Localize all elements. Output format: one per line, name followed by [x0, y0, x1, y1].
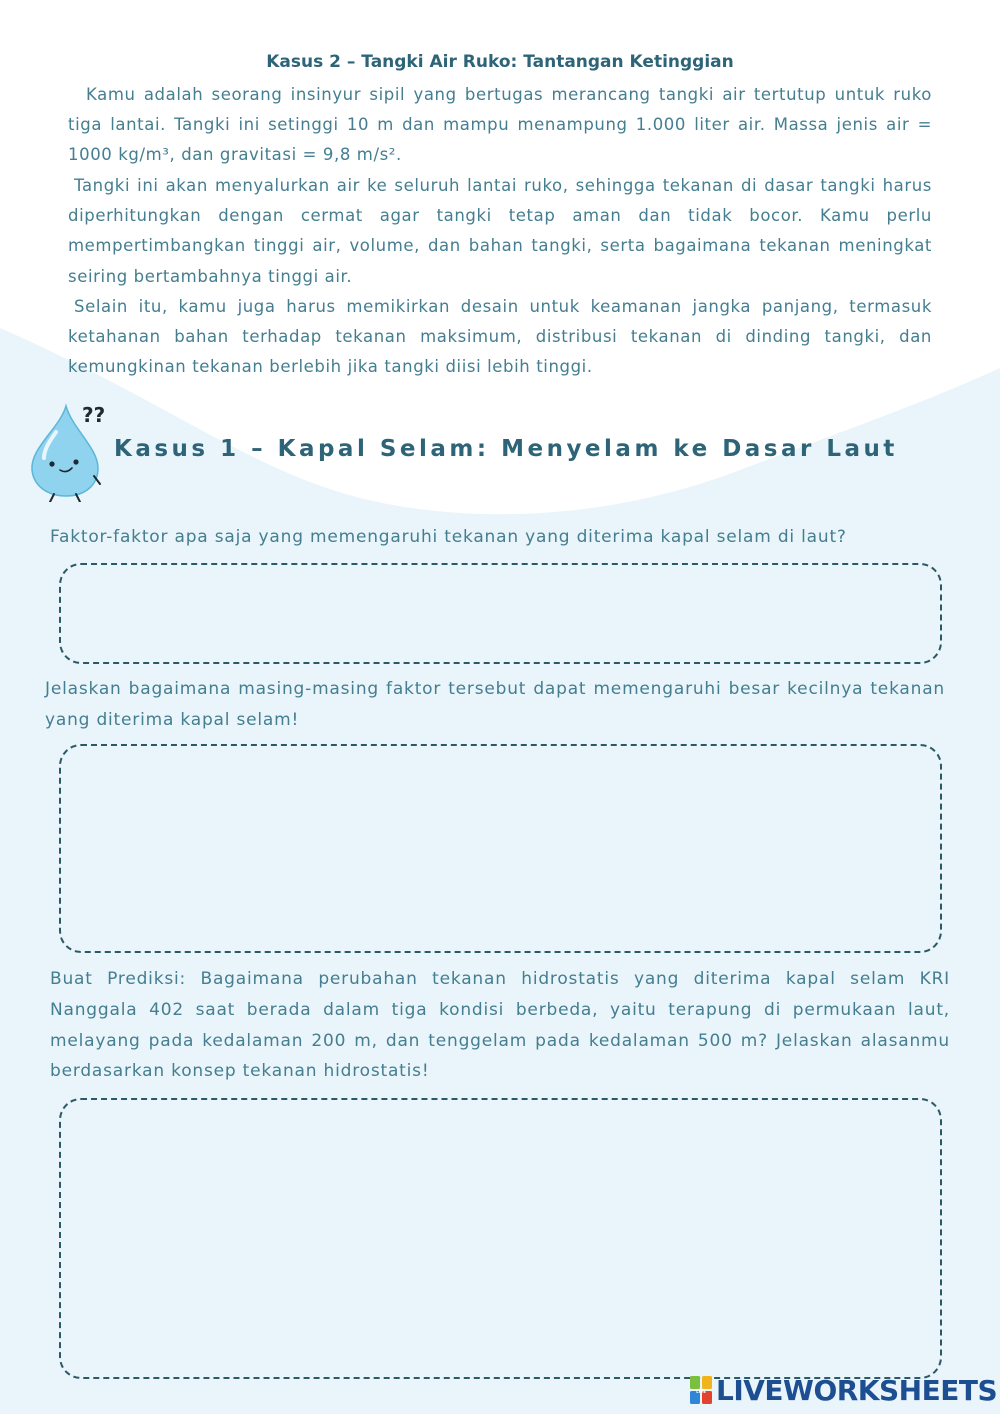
question-3: Buat Prediksi: Bagaimana perubahan tekanan hidrostatis yang diterima kapal selam KRI Nanggala 402 saat berada dalam tiga kondisi berbeda, yaitu terapung di permukaan laut, melayang pada kedalaman 200 m, dan tenggelam pada kedalaman 500 m? Jelaskan alasanmu berdasarkan konsep tekanan hidrostatis!	[50, 969, 950, 1082]
water-drop-mascot-icon	[24, 398, 114, 502]
case2-title: Kasus 2 – Tangki Air Ruko: Tantangan Ketinggian	[266, 52, 734, 72]
liveworksheets-brand	[690, 1372, 997, 1408]
case2-paragraph-2: Tangki ini akan menyalurkan air ke seluruh lantai ruko, sehingga tekanan di dasar tangki harus diperhitungkan dengan cermat agar tangki tetap aman dan tidak bocor. Kamu perlu mempertimbangkan tinggi air, volume, dan bahan tangki, serta bagaimana tekanan meningkat seiring bertambahnya tinggi air.	[68, 176, 932, 286]
logo-letters: LIVE	[696, 1389, 706, 1394]
case1-title: Kasus 1 – Kapal Selam: Menyelam ke Dasar Laut	[114, 436, 898, 462]
case2-paragraph-1: Kamu adalah seorang insinyur sipil yang bertugas merancang tangki air tertutup untuk ruko tiga lantai. Tangki ini setinggi 10 m dan mampu menampung 1.000 liter air. Massa jenis air = 1000 kg/m³, dan gravitasi = 9,8 m/s².	[68, 85, 932, 165]
question-1: Faktor-faktor apa saja yang memengaruhi tekanan yang diterima kapal selam di laut?	[50, 527, 847, 547]
question-marks: ??	[82, 403, 106, 427]
answer-box-3[interactable]	[59, 1098, 942, 1379]
liveworksheets-text: LIVEWORKSHEETS	[716, 1373, 998, 1407]
liveworksheets-logo-icon	[690, 1376, 712, 1404]
question-2: Jelaskan bagaimana masing-masing faktor tersebut dapat memengaruhi besar kecilnya tekanan yang diterima kapal selam!	[45, 679, 945, 730]
case2-paragraph-3: Selain itu, kamu juga harus memikirkan desain untuk keamanan jangka panjang, termasuk ketahanan bahan terhadap tekanan maksimum, distribusi tekanan di dinding tangki, dan kemungkinan tekanan berlebih jika tangki diisi lebih tinggi.	[68, 297, 932, 377]
answer-box-2[interactable]	[59, 744, 942, 953]
answer-box-1[interactable]	[59, 563, 942, 664]
